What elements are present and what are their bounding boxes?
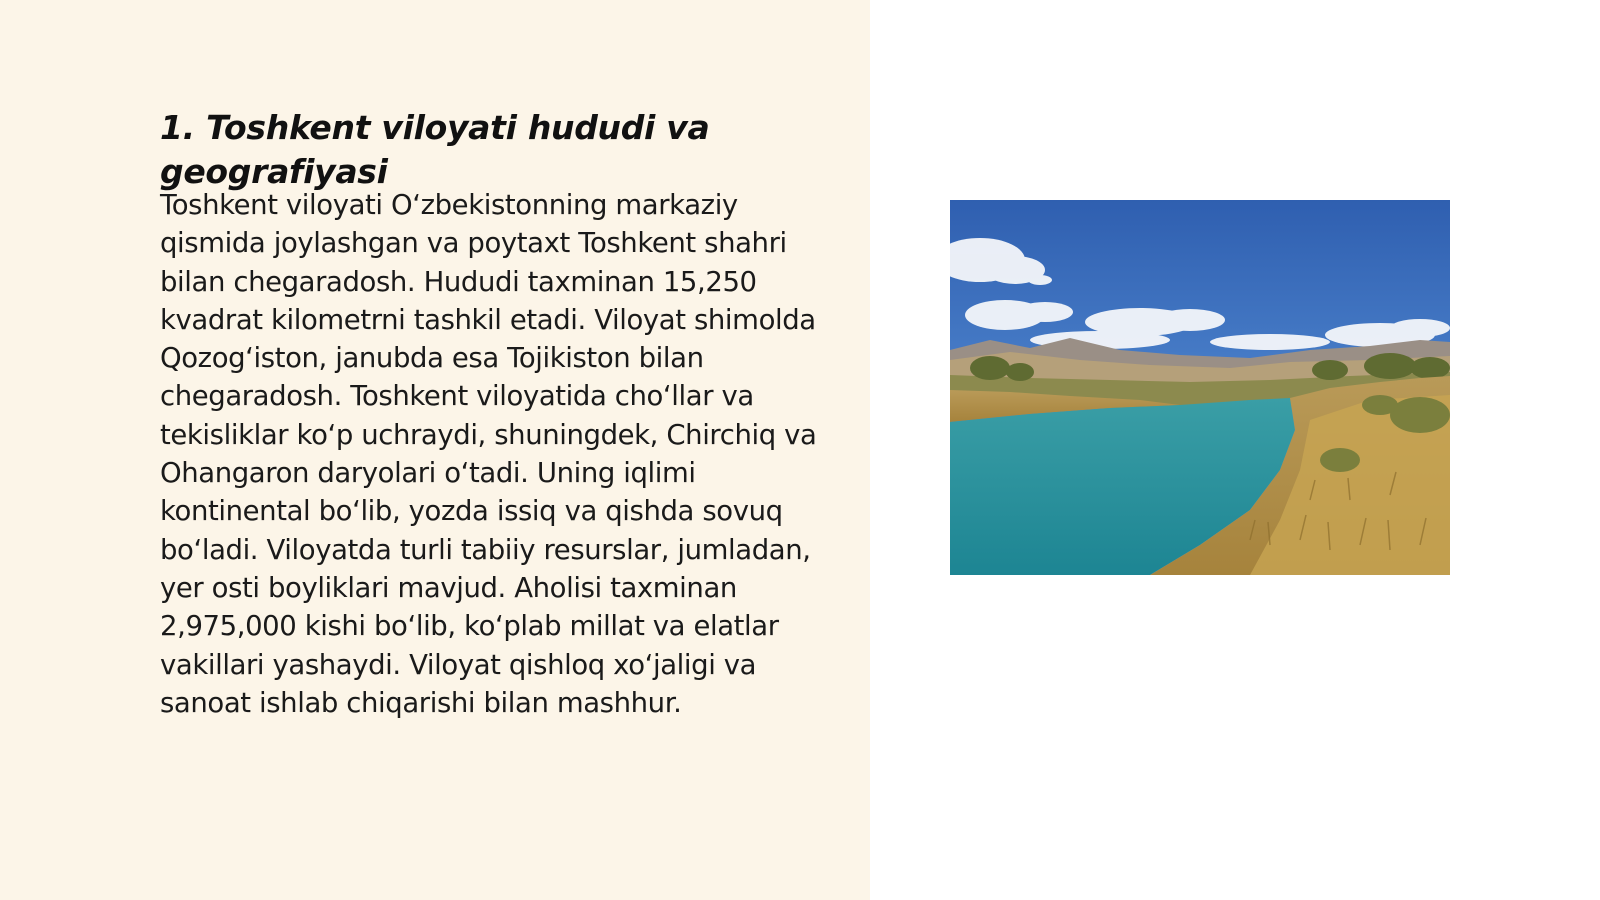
slide-title: 1. Toshkent viloyati hududi va geografiyasi [160,108,710,191]
river-landscape-photo [950,200,1450,575]
river-landscape-illustration [950,200,1450,575]
slide-body-text: Toshkent viloyati O‘zbekistonning markaziy qismida joylashgan va poytaxt Toshkent shahri bilan chegaradosh. Hududi taxminan 15,250 kvadrat kilometrni tashkil etadi. Viloyat shimolda Qozog‘iston, janubda esa Tojikiston bilan chegaradosh. Toshkent viloyatida cho‘llar va tekisliklar ko‘p uchraydi, shuningdek, Chirchiq va Ohangaron daryolari o‘tadi. Uning iqlimi kontinental bo‘lib, yozda issiq va qishda sovuq bo‘ladi. Viloyatda turli tabiiy resurslar, jumladan, yer osti boyliklari mavjud. Aholisi taxminan 2,975,000 kishi bo‘lib, ko‘plab millat va elatlar vakillari yashaydi. Viloyat qishloq xo‘jaligi va sanoat ishlab chiqarishi bilan mashhur. [160,189,817,719]
